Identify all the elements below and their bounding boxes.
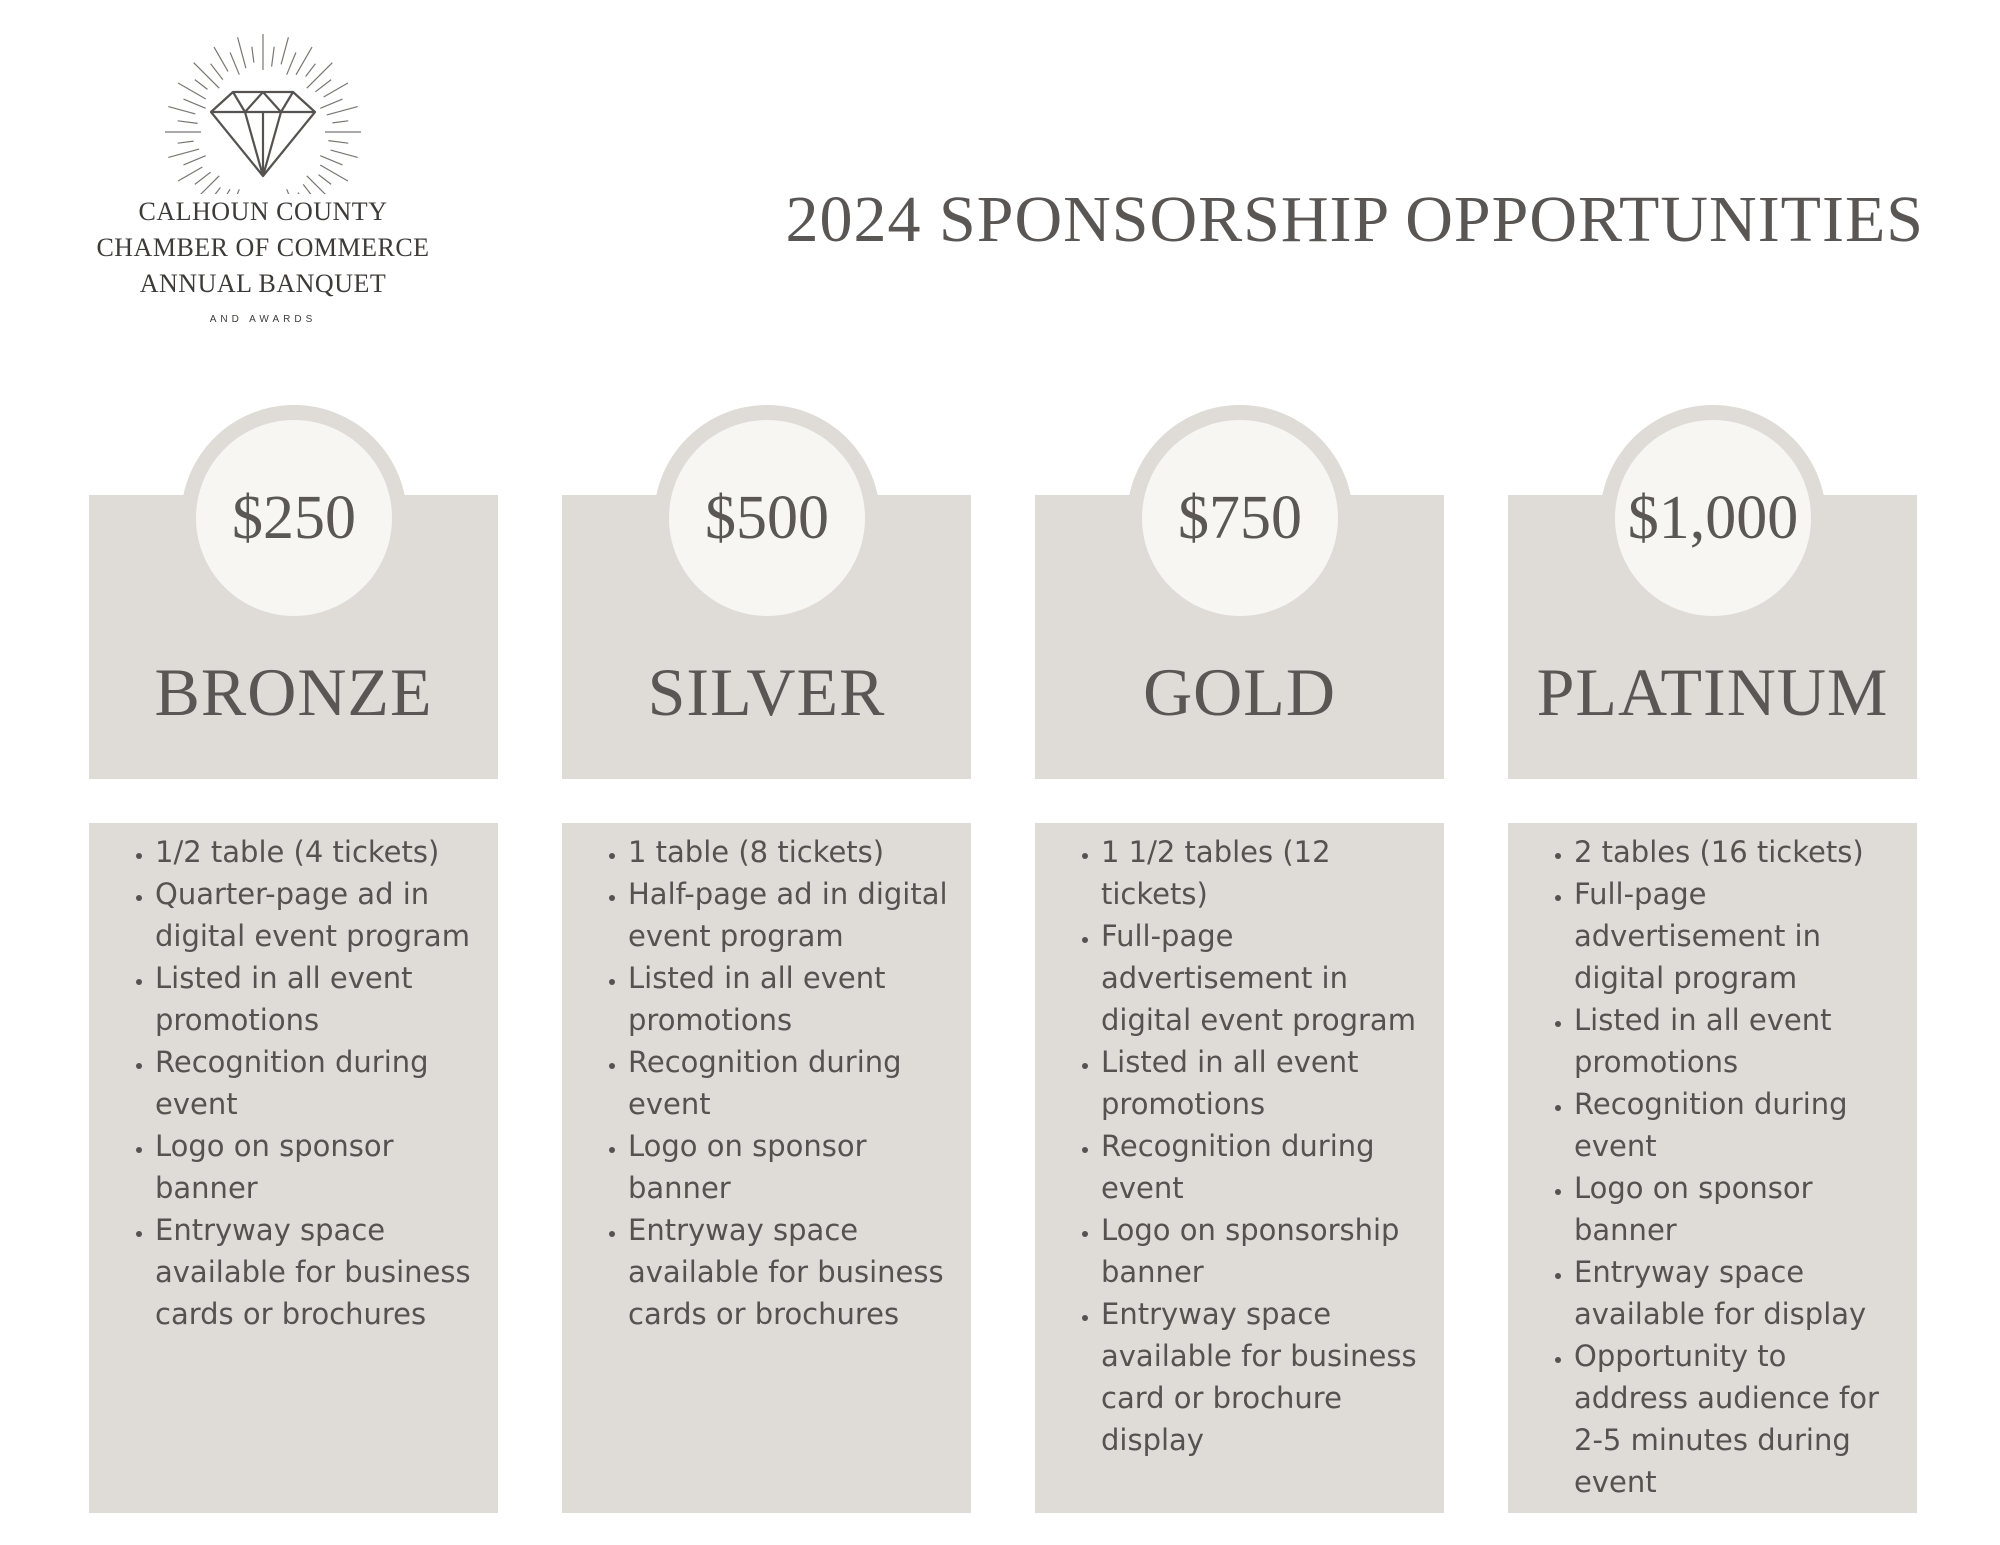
tier-gold xyxy=(1035,405,1444,1513)
sunburst-ray xyxy=(184,156,206,165)
sunburst-ray xyxy=(319,175,332,185)
logo-line-3: ANNUAL BANQUET xyxy=(139,269,387,298)
sunburst-ray xyxy=(194,176,220,194)
benefit-item: • Quarter-page ad in digital event program xyxy=(155,873,484,957)
sunburst-ray xyxy=(306,64,316,77)
benefits-panel xyxy=(1508,823,1917,1513)
benefit-item: • Half-page ad in digital event program xyxy=(628,873,957,957)
benefit-item: • Entryway space available for business cards or brochures xyxy=(155,1209,484,1335)
sunburst-ray xyxy=(272,47,275,67)
sunburst-ray xyxy=(178,121,198,124)
benefits-list xyxy=(594,831,957,1335)
tier-header xyxy=(1508,405,1917,780)
benefit-item: • Entryway space available for business cards or brochures xyxy=(628,1209,957,1335)
benefit-item: • Logo on sponsor banner xyxy=(155,1125,484,1209)
sunburst-ray xyxy=(332,121,348,123)
benefit-item: • Entryway space available for business card or brochure display xyxy=(1101,1293,1430,1461)
sunburst-ray xyxy=(211,64,223,80)
logo xyxy=(88,24,438,325)
sunburst-ray xyxy=(287,53,296,75)
sunburst-ray xyxy=(307,63,333,88)
tier-name: SILVER xyxy=(647,654,886,730)
logo-subtitle: AND AWARDS xyxy=(209,314,317,325)
tier-name: GOLD xyxy=(1143,654,1336,730)
benefit-item: • Listed in all event promotions xyxy=(1101,1041,1430,1125)
sunburst-ray xyxy=(230,53,239,75)
price-badge xyxy=(1615,420,1811,616)
tier-header xyxy=(1035,405,1444,780)
tier-bronze xyxy=(89,405,498,1513)
page-title: 2024 SPONSORSHIP OPPORTUNITIES xyxy=(785,183,1924,256)
logo-line-1: CALHOUN COUNTY xyxy=(138,197,388,226)
benefit-item: • Logo on sponsor banner xyxy=(628,1125,957,1209)
sunburst-ray xyxy=(328,141,348,144)
sunburst-ray xyxy=(168,149,199,157)
benefit-item: • Entryway space available for display xyxy=(1574,1251,1903,1335)
logo-line-2: CHAMBER OF COMMERCE xyxy=(96,233,430,262)
benefit-item: • Listed in all event promotions xyxy=(628,957,957,1041)
price-badge xyxy=(196,420,392,616)
sunburst-ray xyxy=(194,63,220,88)
price-badge xyxy=(1142,420,1338,616)
sunburst-ray xyxy=(178,167,202,181)
tier-silver xyxy=(562,405,971,1513)
tier-header xyxy=(562,405,971,780)
benefits-panel xyxy=(89,823,498,1513)
benefit-item: • Opportunity to address audience for 2-5 minutes during event xyxy=(1574,1335,1903,1503)
benefit-item: • Full-page advertisement in digital event program xyxy=(1101,915,1430,1041)
benefit-item: • Recognition during event xyxy=(628,1041,957,1125)
sunburst-ray xyxy=(307,176,333,194)
tier-header xyxy=(89,405,498,780)
tier-name: BRONZE xyxy=(154,654,433,730)
tier-name: PLATINUM xyxy=(1536,654,1889,730)
benefit-item: • 2 tables (16 tickets) xyxy=(1574,831,1903,873)
sunburst-ray xyxy=(324,83,348,97)
sunburst-ray xyxy=(320,99,342,108)
benefits-panel xyxy=(1035,823,1444,1513)
benefit-item: • Logo on sponsor banner xyxy=(1574,1167,1903,1251)
tier-price: $750 xyxy=(1178,483,1302,552)
tier-price: $250 xyxy=(232,483,356,552)
sunburst-ray xyxy=(195,172,211,184)
benefit-item: • Recognition during event xyxy=(1574,1083,1903,1167)
benefit-item: • 1 1/2 tables (12 tickets) xyxy=(1101,831,1430,915)
tier-platinum xyxy=(1508,405,1917,1513)
sunburst-ray xyxy=(331,150,358,157)
tier-price: $500 xyxy=(705,483,829,552)
tier-price: $1,000 xyxy=(1627,483,1799,552)
benefits-list xyxy=(1067,831,1430,1461)
benefit-item: • Logo on sponsorship banner xyxy=(1101,1209,1430,1293)
benefit-item: • Listed in all event promotions xyxy=(155,957,484,1041)
sunburst-ray xyxy=(315,80,331,92)
benefit-item: • 1 table (8 tickets) xyxy=(628,831,957,873)
sunburst-ray xyxy=(238,37,246,68)
benefits-list xyxy=(1540,831,1903,1503)
price-badge xyxy=(669,420,865,616)
benefits-list xyxy=(121,831,484,1335)
sunburst-ray xyxy=(252,47,254,63)
sunburst-ray xyxy=(214,47,228,71)
sunburst-ray xyxy=(178,141,194,143)
benefit-item: • Full-page advertisement in digital program xyxy=(1574,873,1903,999)
benefit-item: • Recognition during event xyxy=(1101,1125,1430,1209)
sunburst-ray xyxy=(184,99,206,108)
sunburst-ray xyxy=(327,107,358,115)
benefit-item: • Recognition during event xyxy=(155,1041,484,1125)
benefits-panel xyxy=(562,823,971,1513)
benefit-item: • Listed in all event promotions xyxy=(1574,999,1903,1083)
diamond-burst-icon xyxy=(163,24,363,194)
sunburst-ray xyxy=(281,37,288,64)
sunburst-ray xyxy=(320,156,342,165)
sunburst-ray xyxy=(195,80,208,90)
sunburst-ray xyxy=(303,184,315,194)
sunburst-ray xyxy=(168,107,195,114)
benefit-item: • 1/2 table (4 tickets) xyxy=(155,831,484,873)
